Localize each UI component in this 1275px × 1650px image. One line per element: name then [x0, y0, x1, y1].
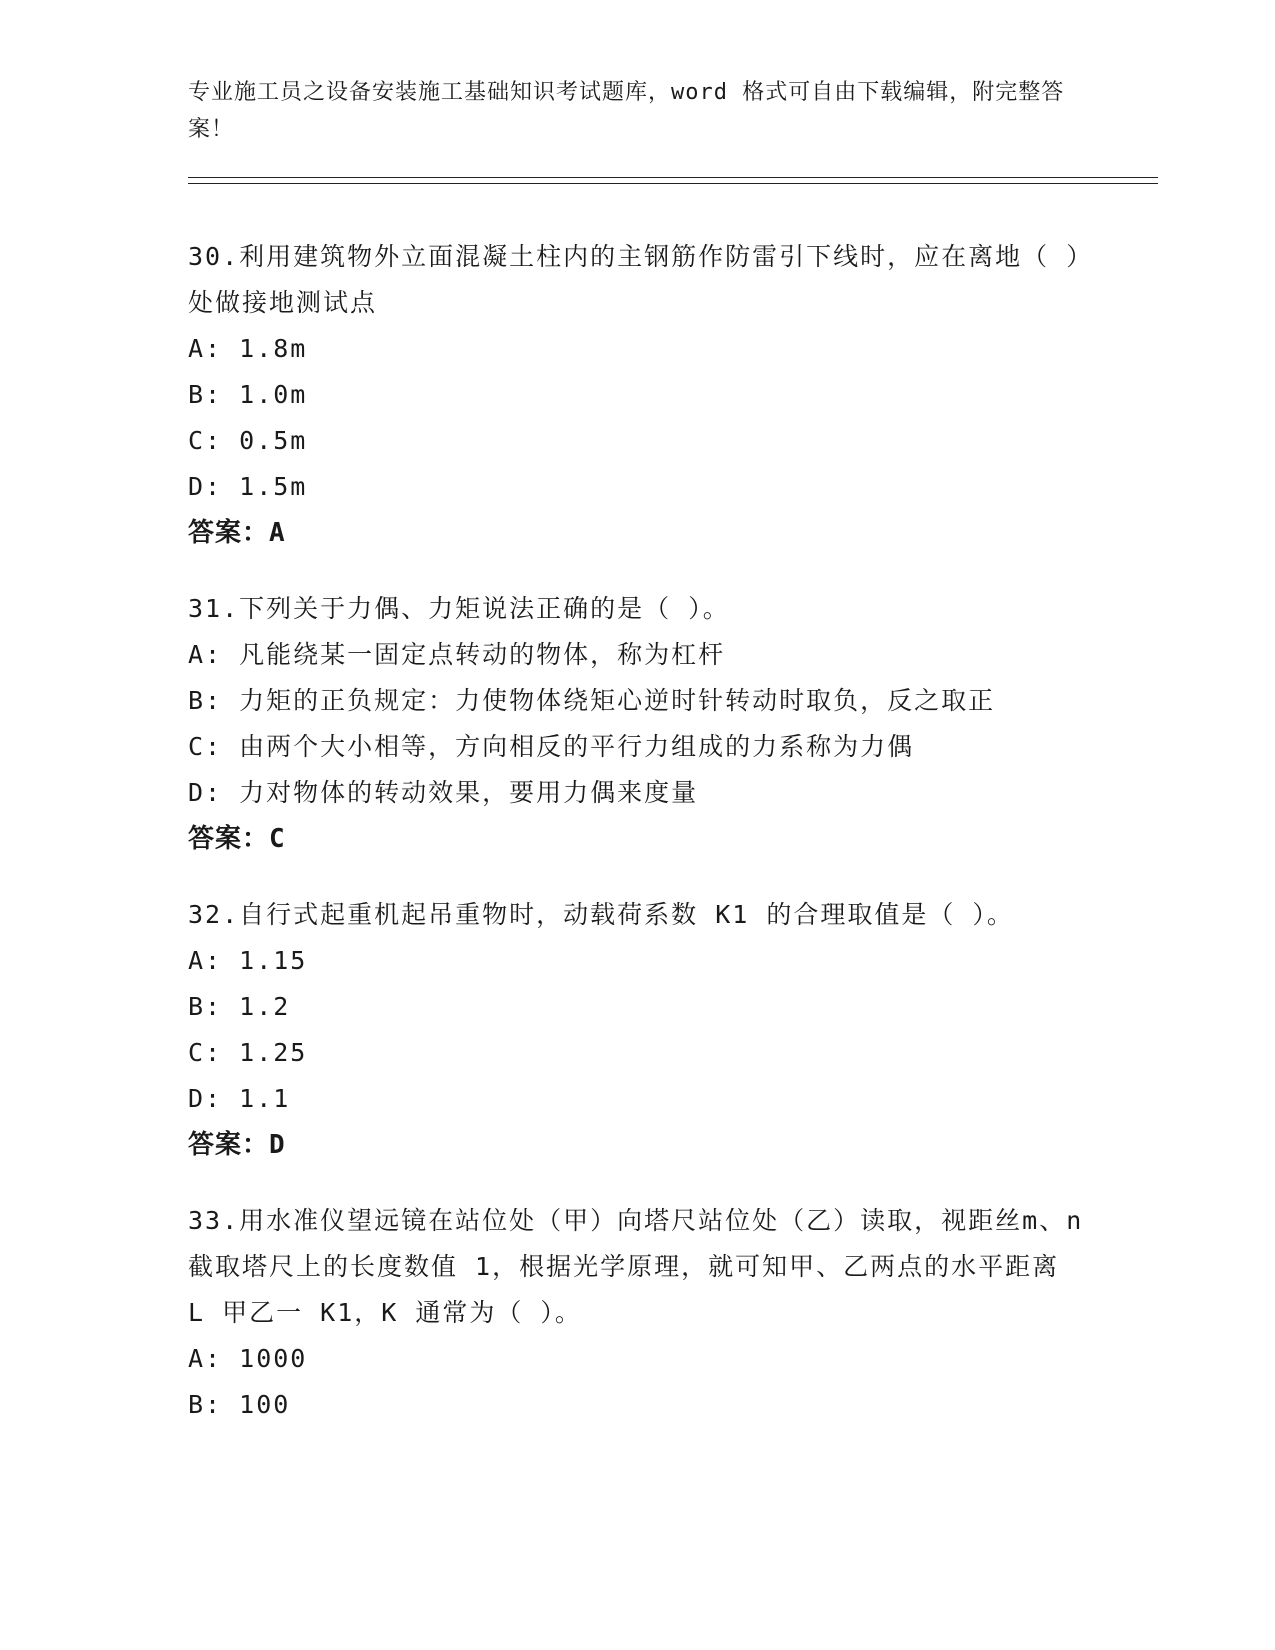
option-a: A: 凡能绕某一固定点转动的物体，称为杠杆: [188, 640, 726, 669]
question-text: 32.自行式起重机起吊重物时，动载荷系数 K1 的合理取值是（ ）。: [188, 900, 1014, 929]
option-a: A: 1000: [188, 1344, 308, 1373]
option-b: B: 力矩的正负规定：力使物体绕矩心逆时针转动时取负，反之取正: [188, 686, 996, 715]
option-a: A: 1.8m: [188, 334, 308, 363]
question-list: [188, 234, 1088, 1458]
question-33: [188, 1198, 1088, 1428]
answer-key: 答案：C: [188, 824, 286, 854]
answer-key: 答案：D: [188, 1130, 286, 1160]
document-header: 专业施工员之设备安装施工基础知识考试题库，word 格式可自由下载编辑，附完整答案！: [188, 80, 1065, 142]
option-c: C: 1.25: [188, 1038, 308, 1067]
question-31: [188, 586, 1088, 862]
answer-key: 答案：A: [188, 518, 286, 548]
option-c: C: 0.5m: [188, 426, 308, 455]
option-b: B: 1.2: [188, 992, 291, 1021]
option-c: C: 由两个大小相等，方向相反的平行力组成的力系称为力偶: [188, 732, 915, 761]
option-b: B: 1.0m: [188, 380, 308, 409]
question-text: 33.用水准仪望远镜在站位处（甲）向塔尺站位处（乙）读取，视距丝m、n 截取塔尺上的长度数值 1，根据光学原理，就可知甲、乙两点的水平距离 L 甲乙一 K1，K 通常为（ ）。: [188, 1206, 1084, 1327]
option-b: B: 100: [188, 1390, 291, 1419]
question-32: [188, 892, 1088, 1168]
option-d: D: 力对物体的转动效果，要用力偶来度量: [188, 778, 699, 807]
question-30: [188, 234, 1088, 556]
option-a: A: 1.15: [188, 946, 308, 975]
option-d: D: 1.1: [188, 1084, 291, 1113]
question-text: 30.利用建筑物外立面混凝土柱内的主钢筋作防雷引下线时，应在离地（ ）处做接地测试点: [188, 242, 1081, 317]
option-d: D: 1.5m: [188, 472, 308, 501]
question-text: 31.下列关于力偶、力矩说法正确的是（ ）。: [188, 594, 730, 623]
header-divider-top: [188, 177, 1158, 178]
header-divider-bottom: [188, 183, 1158, 184]
